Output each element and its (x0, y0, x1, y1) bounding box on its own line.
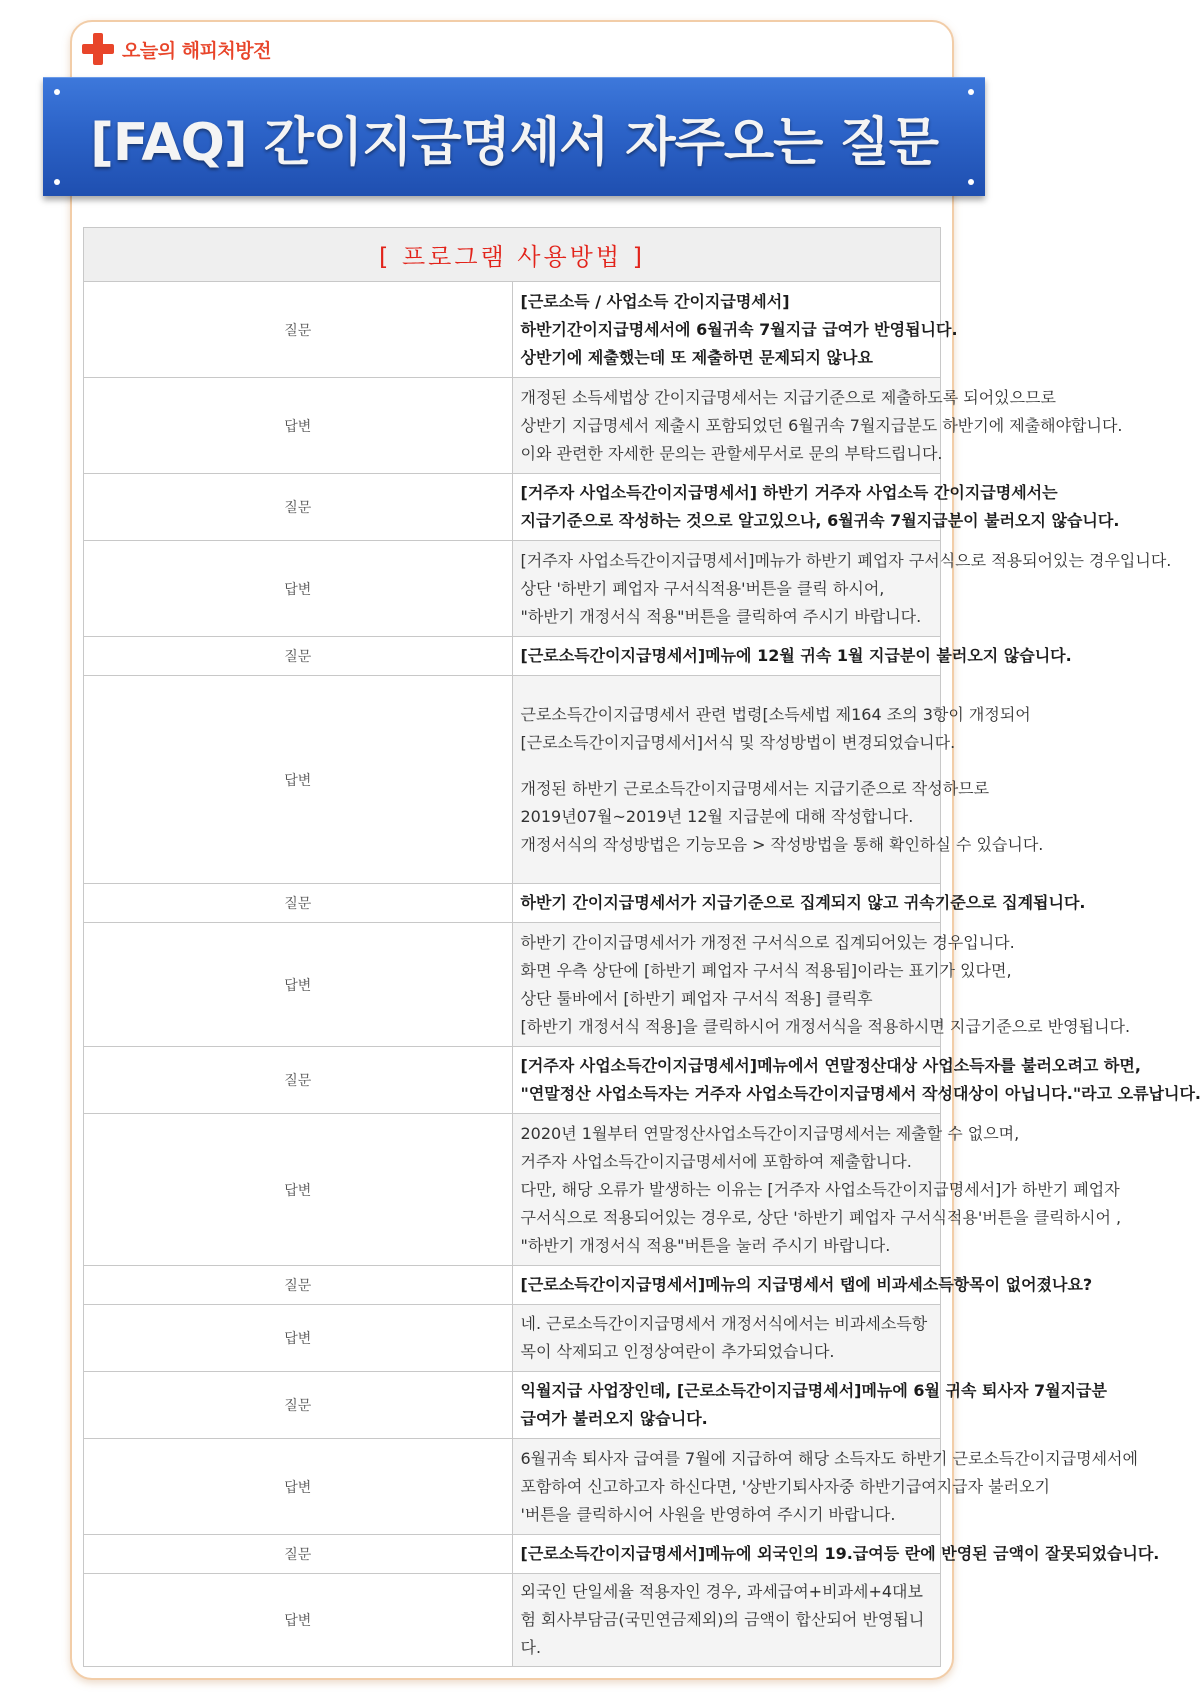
answer-row (84, 1305, 941, 1372)
question-row (84, 1266, 941, 1305)
answer-row (84, 1439, 941, 1535)
answer-text: 네. 근로소득간이지급명세서 개정서식에서는 비과세소득항목이 삭제되고 인정상여란이 추가되었습니다. (512, 1305, 941, 1372)
question-row (84, 474, 941, 541)
answer-label: 답변 (84, 676, 513, 884)
answer-row (84, 378, 941, 474)
question-label: 질문 (84, 1535, 513, 1574)
answer-row (84, 1574, 941, 1667)
brand-label: 오늘의 해피처방전 (122, 39, 271, 62)
answer-label: 답변 (84, 378, 513, 474)
corner-dot-icon (54, 89, 60, 95)
page-title: [FAQ] 간이지급명세서 자주오는 질문 (90, 113, 938, 173)
question-row (84, 637, 941, 676)
corner-dot-icon (968, 179, 974, 185)
question-text: [거주자 사업소득간이지급명세서] 하반기 거주자 사업소득 간이지급명세서는 지급기준으로 작성하는 것으로 알고있으나, 6월귀속 7월지급분이 불러오지 않습니다. (512, 474, 941, 541)
answer-text: 하반기 간이지급명세서가 개정전 구서식으로 집계되어있는 경우입니다. 화면 우측 상단에 [하반기 폐업자 구서식 적용됨]이라는 표기가 있다면, 상단 툴바에서 [하반기 폐업자 구서식 적용] 클릭후 [하반기 개정서식 적용]을 클릭하시어 개정서식을 적용하시면 지급기준으로 반영됩니다. (512, 923, 941, 1047)
corner-dot-icon (54, 179, 60, 185)
question-text: 익월지급 사업장인데, [근로소득간이지급명세서]메뉴에 6월 귀속 퇴사자 7월지급분 급여가 불러오지 않습니다. (512, 1372, 941, 1439)
answer-label: 답변 (84, 1305, 513, 1372)
corner-dot-icon (968, 89, 974, 95)
answer-row (84, 541, 941, 637)
answer-label: 답변 (84, 1439, 513, 1535)
answer-label: 답변 (84, 1574, 513, 1667)
question-label: 질문 (84, 637, 513, 676)
answer-label: 답변 (84, 1114, 513, 1266)
answer-row (84, 1114, 941, 1266)
question-label: 질문 (84, 282, 513, 378)
answer-text: 근로소득간이지급명세서 관련 법령[소득세법 제164 조의 3항이 개정되어 [근로소득간이지급명세서]서식 및 작성방법이 변경되었습니다. 개정된 하반기 근로소득간이지급명세서는 지급기준으로 작성하므로 2019년07월~2019년 12월 지급분에 대해 작성합니다. 개정서식의 작성방법은 기능모음 > 작성방법을 통해 확인하실 수 있습니다. (512, 676, 941, 884)
question-text: [근로소득간이지급명세서]메뉴에 외국인의 19.급여등 란에 반영된 금액이 잘못되었습니다. (512, 1535, 941, 1574)
question-row (84, 282, 941, 378)
question-label: 질문 (84, 1372, 513, 1439)
title-banner (43, 77, 985, 196)
answer-text: 개정된 소득세법상 간이지급명세서는 지급기준으로 제출하도록 되어있으므로 상반기 지급명세서 제출시 포함되었던 6월귀속 7월지급분도 하반기에 제출해야합니다. 이와 관련한 자세한 문의는 관할세무서로 문의 부탁드립니다. (512, 378, 941, 474)
answer-row (84, 676, 941, 884)
question-text: [근로소득간이지급명세서]메뉴의 지급명세서 탭에 비과세소득항목이 없어졌나요? (512, 1266, 941, 1305)
question-row (84, 1372, 941, 1439)
answer-label: 답변 (84, 923, 513, 1047)
question-row (84, 884, 941, 923)
question-text: [근로소득간이지급명세서]메뉴에 12월 귀속 1월 지급분이 불러오지 않습니다. (512, 637, 941, 676)
question-label: 질문 (84, 1266, 513, 1305)
question-label: 질문 (84, 474, 513, 541)
section-heading: [ 프로그램 사용방법 ] (84, 228, 941, 282)
question-label: 질문 (84, 1047, 513, 1114)
question-label: 질문 (84, 884, 513, 923)
answer-text: 2020년 1월부터 연말정산사업소득간이지급명세서는 제출할 수 없으며, 거주자 사업소득간이지급명세서에 포함하여 제출합니다. 다만, 해당 오류가 발생하는 이유는 [거주자 사업소득간이지급명세서]가 하반기 폐업자 구서식으로 적용되어있는 경우로, 상단 '하반기 폐업자 구서식적용'버튼을 클릭하시어 , "하반기 개정서식 적용"버튼을 눌러 주시기 바랍니다. (512, 1114, 941, 1266)
faq-table (83, 227, 1201, 1667)
question-text: [거주자 사업소득간이지급명세서]메뉴에서 연말정산대상 사업소득자를 불러오려고 하면, "연말정산 사업소득자는 거주자 사업소득간이지급명세서 작성대상이 아닙니다."라고 오류납니다. (512, 1047, 941, 1114)
answer-text: [거주자 사업소득간이지급명세서]메뉴가 하반기 폐업자 구서식으로 적용되어있는 경우입니다. 상단 '하반기 폐업자 구서식적용'버튼을 클릭 하시어, "하반기 개정서식 적용"버튼을 클릭하여 주시기 바랍니다. (512, 541, 941, 637)
answer-text: 외국인 단일세율 적용자인 경우, 과세급여+비과세+4대보험 회사부담금(국민연금제외)의 금액이 합산되어 반영됩니다. (512, 1574, 941, 1667)
question-row (84, 1047, 941, 1114)
question-row (84, 1535, 941, 1574)
brand (82, 32, 271, 66)
question-text: 하반기 간이지급명세서가 지급기준으로 집계되지 않고 귀속기준으로 집계됩니다. (512, 884, 941, 923)
answer-row (84, 923, 941, 1047)
answer-text: 6월귀속 퇴사자 급여를 7월에 지급하여 해당 소득자도 하반기 근로소득간이지급명세서에 포함하여 신고하고자 하신다면, '상반기퇴사자중 하반기급여지급자 불러오기 '버튼을 클릭하시어 사원을 반영하여 주시기 바랍니다. (512, 1439, 941, 1535)
answer-label: 답변 (84, 541, 513, 637)
red-cross-icon (82, 33, 114, 65)
question-text: [근로소득 / 사업소득 간이지급명세서] 하반기간이지급명세서에 6월귀속 7월지급 급여가 반영됩니다. 상반기에 제출했는데 또 제출하면 문제되지 않나요 (512, 282, 941, 378)
